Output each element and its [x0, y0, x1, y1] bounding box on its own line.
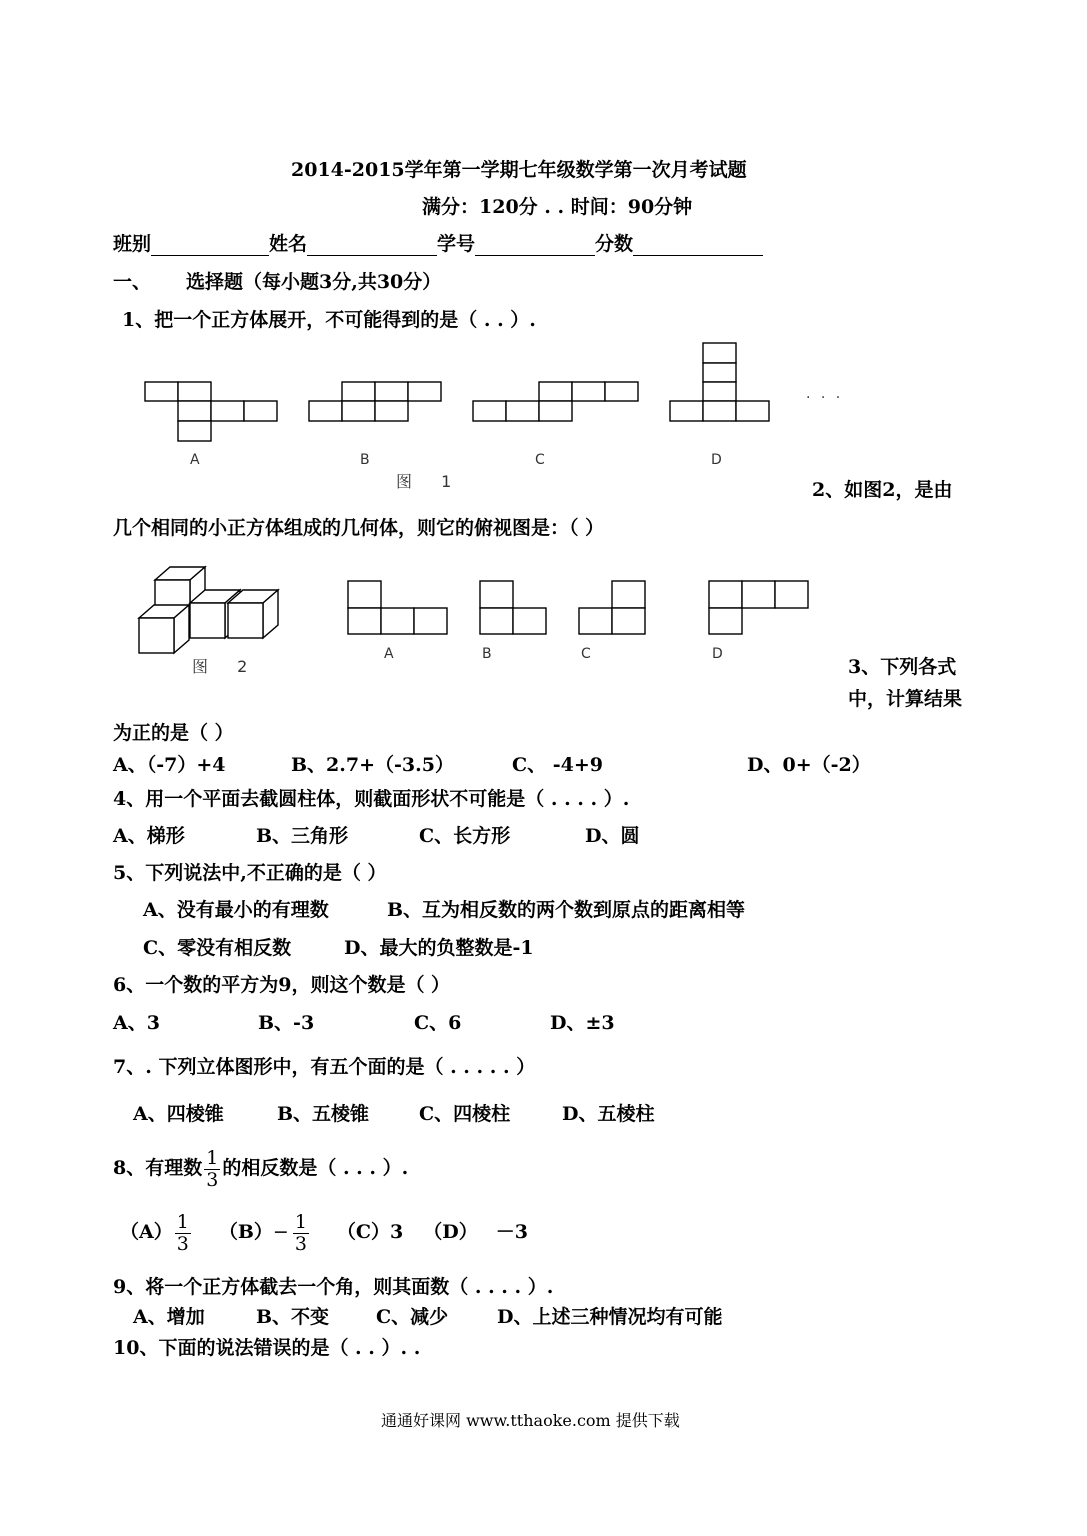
section-number: 一、 — [113, 271, 152, 293]
q9-option-c: C、减少 — [376, 1306, 449, 1328]
q2-view-b — [480, 581, 546, 634]
q1-net-c — [473, 382, 638, 421]
figures — [0, 0, 1087, 700]
q7-option-c: C、四棱柱 — [419, 1103, 511, 1125]
question-5: 5、下列说法中,不正确的是（ ） — [113, 862, 387, 884]
question-3-continued: 中，计算结果 — [848, 688, 963, 710]
q1-label-d: D — [711, 452, 722, 468]
question-6: 6、一个数的平方为9，则这个数是（ ） — [113, 974, 451, 996]
q8-option-a-den: 3 — [176, 1232, 189, 1255]
q8-stem-start: 8、有理数 — [113, 1157, 203, 1179]
q5-option-c: C、零没有相反数 — [143, 937, 292, 959]
q7-option-b: B、五棱锥 — [277, 1103, 370, 1125]
exam-info: 满分：120分 . . 时间：90分钟 — [422, 196, 693, 218]
q8-option-b-label: （B） — [218, 1221, 273, 1243]
q8-option-b-sign: − — [272, 1221, 289, 1243]
q2-label-d: D — [712, 646, 723, 662]
question-1: 1、把一个正方体展开，不可能得到的是（ . . ）. — [122, 309, 536, 331]
q8-stem-end: 的相反数是（ . . . ）. — [222, 1157, 409, 1179]
question-8 — [113, 1144, 408, 1192]
q1-net-a — [145, 382, 277, 441]
q8-fraction-denominator: 3 — [206, 1168, 219, 1191]
q8-option-b-den: 3 — [294, 1232, 307, 1255]
question-4: 4、用一个平面去截圆柱体，则截面形状不可能是（ . . . . ）. — [113, 788, 630, 810]
q8-option-d-label: （D） — [423, 1221, 478, 1243]
q2-solid-figure — [139, 567, 278, 653]
q5-option-b: B、互为相反数的两个数到原点的距离相等 — [387, 899, 746, 921]
q8-option-d-value: －3 — [495, 1221, 528, 1243]
q5-option-d: D、最大的负整数是-1 — [344, 937, 534, 959]
question-2-start: 2、如图2，是由 — [812, 479, 953, 501]
q8-option-a-label: （A） — [120, 1221, 173, 1243]
field-id-label: 学号 — [437, 233, 476, 255]
question-10: 10、下面的说法错误的是（ . . ）. . — [113, 1337, 421, 1359]
question-2-stem: 几个相同的小正方体组成的几何体，则它的俯视图是：（ ） — [113, 517, 605, 539]
q3-option-c: C、 -4+9 — [512, 754, 603, 776]
question-7: 7、. 下列立体图形中，有五个面的是（ . . . . . ） — [113, 1056, 536, 1078]
q3-option-a: A、（-7）+4 — [113, 754, 226, 776]
q1-label-c: C — [535, 452, 545, 468]
q2-label-c: C — [581, 646, 591, 662]
q3-option-d: D、0+（-2） — [747, 754, 871, 776]
q6-option-c: C、6 — [414, 1012, 462, 1034]
q3-option-b: B、2.7+（-3.5） — [291, 754, 454, 776]
q2-figure-caption: 图 2 — [192, 657, 248, 676]
q8-option-a-num: 1 — [176, 1210, 189, 1233]
q7-option-d: D、五棱柱 — [562, 1103, 655, 1125]
q5-option-a: A、没有最小的有理数 — [143, 899, 329, 921]
question-3-stem: 为正的是（ ） — [113, 722, 234, 744]
section-heading: 选择题（每小题3分,共30分） — [186, 271, 442, 293]
q8-fraction — [204, 1148, 220, 1191]
q9-option-b: B、不变 — [256, 1306, 330, 1328]
q8-options — [120, 1208, 528, 1256]
q8-option-a-fraction — [175, 1212, 191, 1255]
q1-net-b — [309, 382, 441, 421]
q2-view-a — [348, 581, 447, 634]
q2-label-a: A — [384, 646, 394, 662]
q4-option-b: B、三角形 — [256, 825, 349, 847]
footer-source: 通通好课网 www.tthaoke.com 提供下载 — [381, 1411, 680, 1430]
q2-view-d — [709, 581, 808, 634]
dots: . . . — [806, 386, 844, 402]
q1-figure-caption: 图 1 — [396, 472, 452, 491]
q4-option-a: A、梯形 — [113, 825, 185, 847]
q2-label-b: B — [482, 646, 492, 662]
q8-option-b-fraction — [293, 1212, 309, 1255]
q6-option-b: B、-3 — [258, 1012, 315, 1034]
q4-option-d: D、圆 — [585, 825, 640, 847]
q9-option-a: A、增加 — [133, 1306, 205, 1328]
q6-option-a: A、3 — [113, 1012, 160, 1034]
q9-option-d: D、上述三种情况均有可能 — [497, 1306, 723, 1328]
q1-label-b: B — [360, 452, 370, 468]
q8-option-c: （C）3 — [336, 1221, 404, 1243]
q2-view-c — [579, 581, 645, 634]
question-9: 9、将一个正方体截去一个角，则其面数（ . . . . ）. — [113, 1276, 554, 1298]
q4-option-c: C、长方形 — [419, 825, 511, 847]
field-name-label: 姓名 — [269, 233, 308, 255]
q8-fraction-numerator: 1 — [206, 1146, 219, 1169]
question-3-start: 3、下列各式 — [848, 656, 957, 678]
q1-net-d — [670, 343, 769, 421]
field-score-label: 分数 — [595, 233, 634, 255]
q6-option-d: D、±3 — [550, 1012, 615, 1034]
page-title: 2014-2015学年第一学期七年级数学第一次月考试题 — [291, 159, 747, 181]
field-class-label: 班别 — [113, 233, 152, 255]
q1-label-a: A — [190, 452, 200, 468]
q7-option-a: A、四棱锥 — [133, 1103, 224, 1125]
q8-option-b-num: 1 — [294, 1210, 307, 1233]
